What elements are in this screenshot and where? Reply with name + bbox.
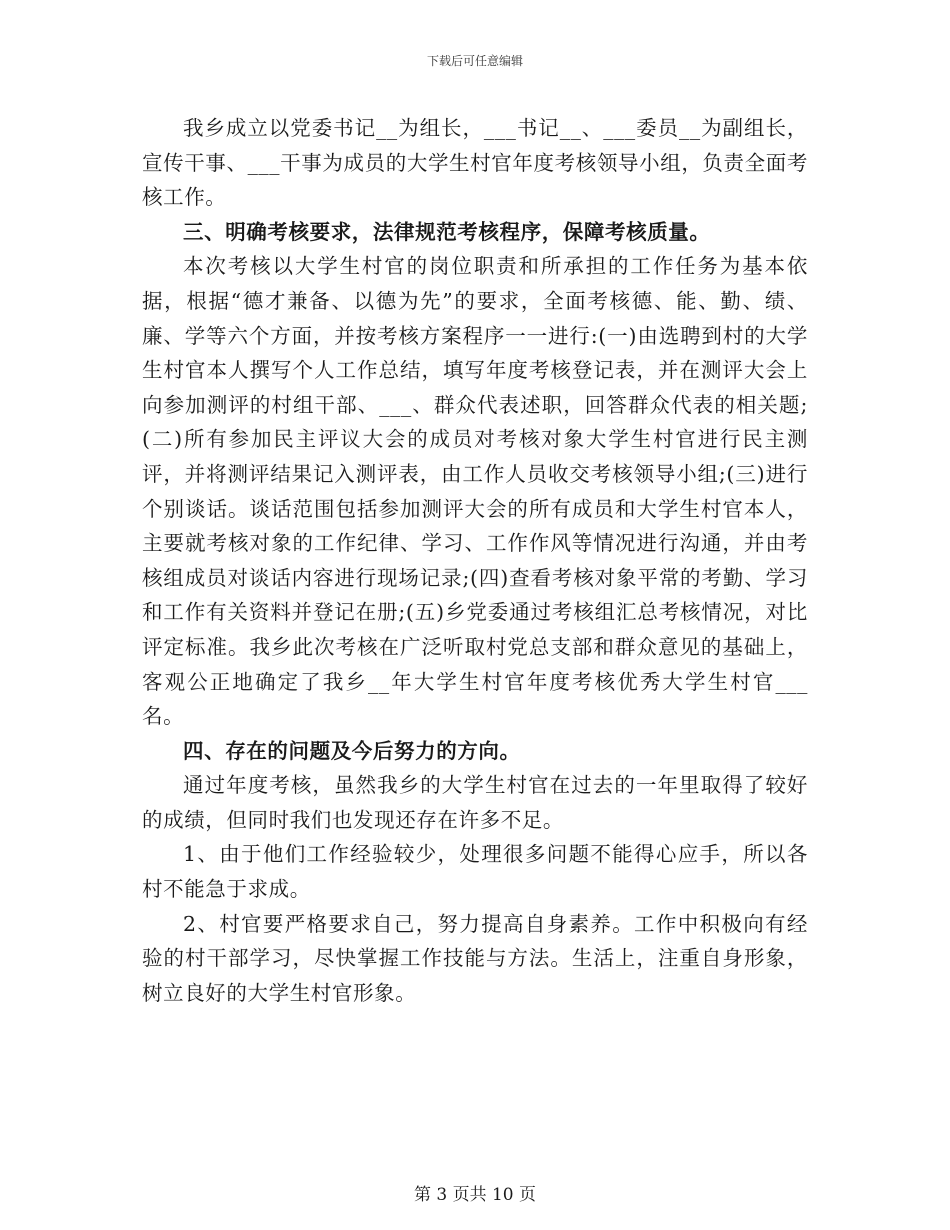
list-item-1: 1、由于他们工作经验较少，处理很多问题不能得心应手，所以各村不能急于求成。 bbox=[142, 842, 808, 902]
list-item-2: 2、村官要严格要求自己，努力提高自身素养。工作中积极向有经验的村干部学习，尽快掌握工作技能与方法。生活上，注重自身形象，树立良好的大学生村官形象。 bbox=[142, 911, 808, 1005]
paragraph-assessment-procedure: 本次考核以大学生村官的岗位职责和所承担的工作任务为基本依据，根据“德才兼备、以德为先”的要求，全面考核德、能、勤、绩、廉、学等六个方面，并按考核方案程序一一进行:(一)由选聘到村的大学生村官本人撰写个人工作总结，填写年度考核登记表，并在测评大会上向参加测评的村组干部、___、群众代表述职，回答群众代表的相关题;(二)所有参加民主评议大会的成员对考核对象大学生村官进行民主测评，并将测评结果记入测评表，由工作人员收交考核领导小组;(三)进行个别谈话。谈话范围包括参加测评大会的所有成员和大学生村官本人，主要就考核对象的工作纪律、学习、工作作风等情况进行沟通，并由考核组成员对谈话内容进行现场记录;(四)查看考核对象平常的考勤、学习和工作有关资料并登记在册;(五)乡党委通过考核组汇总考核情况，对比评定标准。我乡此次考核在广泛听取村党总支部和群众意见的基础上，客观公正地确定了我乡__年大学生村官年度考核优秀大学生村官___名。 bbox=[142, 254, 808, 729]
page-footer: 第 3 页共 10 页 bbox=[413, 1185, 537, 1205]
section-heading-3: 三、明确考核要求，法律规范考核程序，保障考核质量。 bbox=[183, 219, 711, 244]
paragraph-leadership-group: 我乡成立以党委书记__为组长，___书记__、___委员__为副组长，宣传干事、___干事为成员的大学生村官年度考核领导小组，负责全面考核工作。 bbox=[142, 116, 808, 210]
paragraph-shortcomings: 通过年度考核，虽然我乡的大学生村官在过去的一年里取得了较好的成绩，但同时我们也发现还存在许多不足。 bbox=[142, 773, 808, 832]
section-heading-4: 四、存在的问题及今后努力的方向。 bbox=[183, 738, 521, 763]
document-body bbox=[142, 111, 808, 1010]
page-header: 下载后可任意编辑 bbox=[426, 54, 523, 68]
